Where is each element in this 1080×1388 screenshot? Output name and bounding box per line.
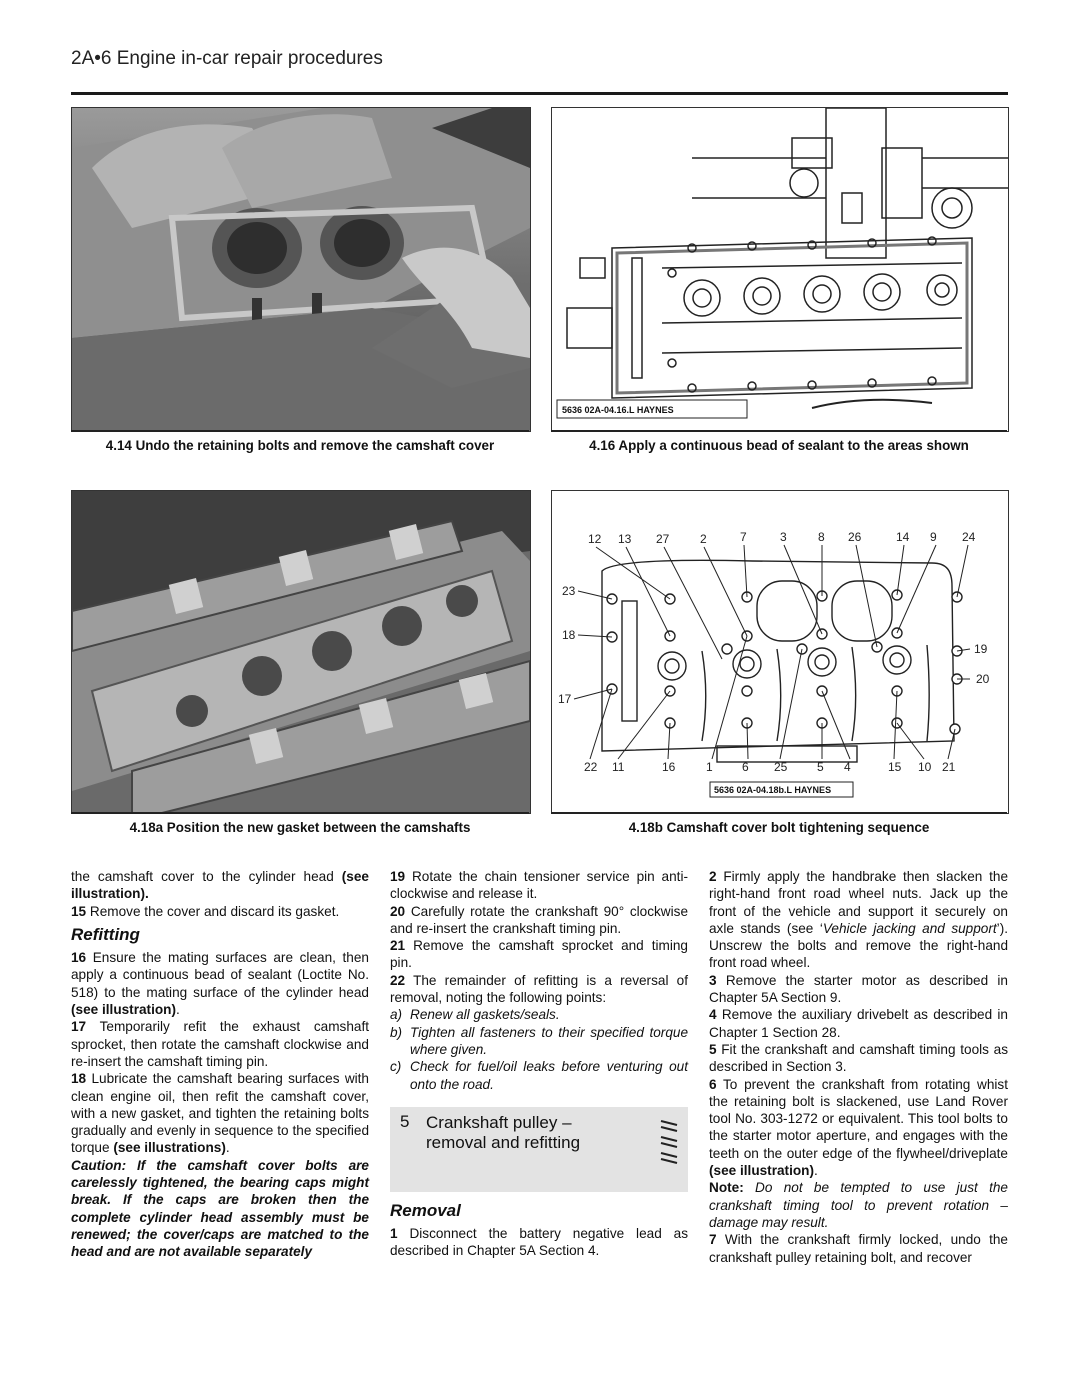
bolt-label: 21 <box>942 760 956 774</box>
leader-line <box>590 689 612 759</box>
bolt-label: 26 <box>848 530 862 544</box>
bolt-label: 17 <box>558 692 572 706</box>
leader-line <box>897 545 936 633</box>
caption-rule <box>551 430 1007 432</box>
paragraph: 7 With the crankshaft firmly locked, undo the crankshaft pulley retaining bolt, and recover <box>709 1232 1008 1265</box>
paragraph: 21 Remove the camshaft sprocket and timing pin. <box>390 938 688 971</box>
list-item: b) Tighten all fasteners to their specified torque where given. <box>390 1024 688 1057</box>
leader-line <box>578 591 612 599</box>
paragraph: 3 Remove the starter motor as described in Chapter 5A Section 9. <box>709 972 1008 1006</box>
paragraph: 20 Carefully rotate the crankshaft 90° clockwise and re-insert the crankshaft timing pin. <box>390 903 688 936</box>
bolt-label: 14 <box>896 530 910 544</box>
bolt-label: 18 <box>562 628 576 642</box>
section-number: 5 <box>400 1111 410 1131</box>
diagram-sealant-areas <box>551 107 1009 432</box>
bolt-label: 27 <box>656 532 670 546</box>
leader-line <box>897 723 924 759</box>
note-paragraph: Note: Do not be tempted to use just the crankshaft timing tool to prevent rotation – damage may result. <box>709 1180 1008 1230</box>
bolt-label: 3 <box>780 530 787 544</box>
list-item: c) Check for fuel/oil leaks before venturing out onto the road. <box>390 1059 688 1092</box>
leader-line <box>780 649 802 759</box>
section-heading-box <box>390 1107 688 1192</box>
caution-text: Caution: If the camshaft cover bolts are carelessly tightened, the bearing caps might break. If the caps are broken then the complete cylinder head assembly must be renewed; the cover/caps are matched to the head and are not available separately <box>71 1157 369 1260</box>
caption-4-18a: 4.18a Position the new gasket between the camshafts <box>129 820 471 835</box>
bolt-label: 25 <box>774 760 788 774</box>
right-labels <box>974 642 990 686</box>
bolt-label: 2 <box>700 532 707 546</box>
leader-line <box>574 689 612 699</box>
paragraph: 2 Firmly apply the handbrake then slacken the right-hand front road wheel nuts. Jack up the front of the vehicle and support it securely on axle stands (see ‘Vehicle jacking and support’). Unscrew the bolts and remove the right-hand front road wheel. <box>709 869 1008 971</box>
photo-illustration <box>72 491 530 813</box>
leader-line <box>784 545 822 634</box>
label-leaders <box>574 545 970 759</box>
caption-4-18b: 4.18b Camshaft cover bolt tightening sequence <box>628 820 930 835</box>
paragraph: 4 Remove the auxiliary drivebelt as described in Chapter 1 Section 28. <box>709 1007 1008 1040</box>
bolt-label: 15 <box>888 760 902 774</box>
difficulty-wrench-icon <box>658 1115 680 1167</box>
bolt-sequence-drawing <box>552 491 1008 813</box>
leader-line <box>596 547 670 599</box>
bolt-hole <box>742 686 752 696</box>
bolt-label: 24 <box>962 530 976 544</box>
bolt-label: 1 <box>706 760 713 774</box>
caption-4-14: 4.14 Undo the retaining bolts and remove the camshaft cover <box>105 438 495 453</box>
section-title: Crankshaft pulley – removal and refitting <box>426 1112 581 1152</box>
paragraph: 22 The remainder of refitting is a reversal of removal, noting the following points: <box>390 972 688 1006</box>
paragraph: 18 Lubricate the camshaft bearing surfaces with clean engine oil, then refit the camshaft cover, with a new gasket, and tighten the retaining bolts gradually and evenly in sequence to the specified torque (see illustrations). <box>71 1071 369 1156</box>
paragraph: 16 Ensure the mating surfaces are clean, then apply a continuous bead of sealant (Loctite No. 518) to the mating surface of the cylinder head (see illustration). <box>71 950 369 1018</box>
text-column-2 <box>390 868 688 1260</box>
text-column-1 <box>71 868 369 1261</box>
list-item: a) Renew all gaskets/seals. <box>390 1007 560 1023</box>
bolt-label: 19 <box>974 642 988 656</box>
paragraph: 5 Fit the crankshaft and camshaft timing tools as described in Section 3. <box>709 1041 1008 1075</box>
caption-rule <box>551 812 1007 814</box>
paragraph: 19 Rotate the chain tensioner service pin anti-clockwise and release it. <box>390 869 688 902</box>
leader-line <box>856 545 877 647</box>
paragraph: 17 Temporarily refit the exhaust camshaft sprocket, then rotate the camshaft clockwise and re-insert the camshaft timing pin. <box>71 1019 369 1069</box>
page-header: 2A•6 Engine in-car repair procedures <box>71 48 383 69</box>
paragraph: 1 Disconnect the battery negative lead as described in Chapter 5A Section 4. <box>390 1226 688 1259</box>
leader-line <box>957 545 968 597</box>
leader-line <box>712 636 747 759</box>
bolt-label: 7 <box>740 530 747 544</box>
diagram-bolt-sequence <box>551 490 1009 814</box>
bolt-label: 10 <box>918 760 932 774</box>
text-column-3 <box>709 868 1008 1266</box>
header-rule <box>71 92 1008 95</box>
bolt-label: 6 <box>742 760 749 774</box>
bolt-label: 11 <box>612 760 625 774</box>
bolt-label: 12 <box>588 532 602 546</box>
diagram-reference: 5636 02A-04.18b.L HAYNES <box>714 785 832 795</box>
left-labels <box>558 584 576 706</box>
bolt-label: 5 <box>817 760 824 774</box>
bolt-label: 8 <box>818 530 825 544</box>
photo-camshaft-cover-removal <box>71 107 531 432</box>
subheading-refitting: Refitting <box>71 924 140 944</box>
bolt-hole <box>722 644 732 654</box>
bolt-label: 20 <box>976 672 990 686</box>
bolt-positions <box>607 590 962 734</box>
photo-gasket-between-camshafts <box>71 490 531 814</box>
bolt-label: 16 <box>662 760 676 774</box>
paragraph: the camshaft cover to the cylinder head (see illustration). <box>71 869 369 902</box>
leader-line <box>744 545 747 597</box>
top-labels <box>588 530 976 546</box>
refit-notes-list <box>390 1006 688 1092</box>
bolt-label: 9 <box>930 530 937 544</box>
caption-4-16: 4.16 Apply a continuous bead of sealant to the areas shown <box>589 438 969 453</box>
bolt-label: 23 <box>562 584 576 598</box>
caption-rule <box>71 812 529 814</box>
bolt-label: 22 <box>584 760 598 774</box>
leader-line <box>948 729 955 759</box>
paragraph: 15 Remove the cover and discard its gasket. <box>71 903 340 919</box>
cylinder-head-drawing <box>552 108 1008 431</box>
subheading-removal: Removal <box>390 1200 461 1220</box>
diagram-reference: 5636 02A-04.16.L HAYNES <box>562 405 674 415</box>
caption-rule <box>71 430 529 432</box>
bolt-label: 4 <box>844 760 851 774</box>
leader-line <box>897 545 904 595</box>
paragraph: 6 To prevent the crankshaft from rotating whist the retaining bolt is slackened, use Land Rover tool No. 303-1272 or equivalent. This tool bolts to the starter motor aperture, and engages with the teeth on the outer edge of the flywheel/driveplate (see illustration). <box>709 1076 1008 1179</box>
bolt-label: 13 <box>618 532 632 546</box>
photo-illustration <box>72 108 530 431</box>
